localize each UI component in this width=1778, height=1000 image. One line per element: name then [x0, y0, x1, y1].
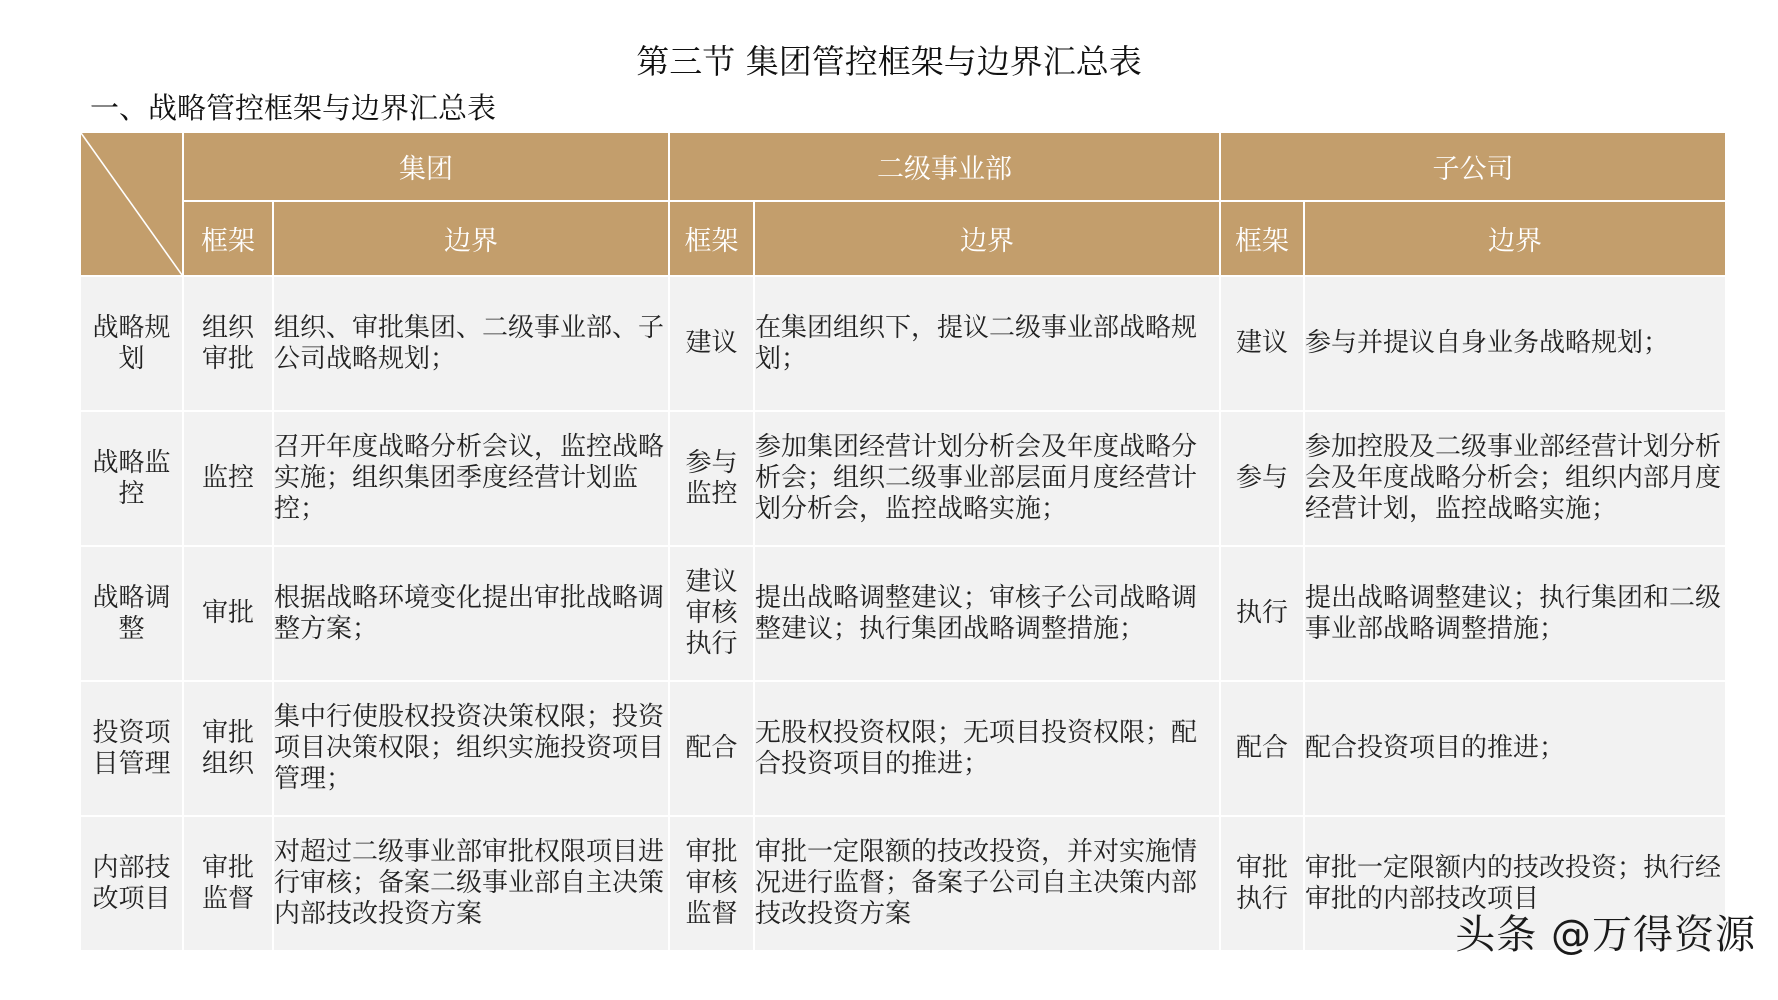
governance-summary-table	[79, 131, 1727, 952]
subsidiary-boundary-cell: 参与并提议自身业务战略规划；	[1304, 276, 1726, 411]
group-framework-cell: 审批 组织	[183, 681, 273, 816]
table-row	[80, 411, 1726, 546]
table-row	[80, 681, 1726, 816]
division-framework-cell: 建议	[669, 276, 754, 411]
group-boundary-cell: 根据战略环境变化提出审批战略调整方案；	[273, 546, 669, 681]
group-boundary-cell: 召开年度战略分析会议，监控战略实施；组织集团季度经营计划监控；	[273, 411, 669, 546]
subsidiary-boundary-cell: 审批一定限额内的技改投资；执行经审批的内部技改项目	[1304, 816, 1726, 951]
division-boundary-cell: 在集团组织下，提议二级事业部战略规划；	[754, 276, 1220, 411]
row-label: 投资项 目管理	[80, 681, 183, 816]
group-boundary-cell: 集中行使股权投资决策权限；投资项目决策权限；组织实施投资项目管理；	[273, 681, 669, 816]
header-row-sub	[80, 201, 1726, 276]
header-framework: 框架	[183, 201, 273, 276]
group-boundary-cell: 对超过二级事业部审批权限项目进行审核；备案二级事业部自主决策内部技改投资方案	[273, 816, 669, 951]
header-boundary: 边界	[754, 201, 1220, 276]
header-framework: 框架	[1220, 201, 1304, 276]
header-boundary: 边界	[273, 201, 669, 276]
header-group: 集团	[183, 132, 669, 201]
group-boundary-cell: 组织、审批集团、二级事业部、子公司战略规划；	[273, 276, 669, 411]
division-boundary-cell: 提出战略调整建议；审核子公司战略调整建议；执行集团战略调整措施；	[754, 546, 1220, 681]
group-framework-cell: 监控	[183, 411, 273, 546]
diagonal-divider-icon	[81, 133, 182, 275]
subsidiary-framework-cell: 配合	[1220, 681, 1304, 816]
header-row-groups	[80, 132, 1726, 201]
subsidiary-boundary-cell: 配合投资项目的推进；	[1304, 681, 1726, 816]
page-title: 第三节 集团管控框架与边界汇总表	[636, 42, 1142, 81]
group-framework-cell: 组织 审批	[183, 276, 273, 411]
table-row	[80, 276, 1726, 411]
row-label: 战略监 控	[80, 411, 183, 546]
division-framework-cell: 建议 审核 执行	[669, 546, 754, 681]
row-label: 内部技 改项目	[80, 816, 183, 951]
row-label: 战略规 划	[80, 276, 183, 411]
header-framework: 框架	[669, 201, 754, 276]
division-framework-cell: 配合	[669, 681, 754, 816]
subsidiary-framework-cell: 审批 执行	[1220, 816, 1304, 951]
division-framework-cell: 参与 监控	[669, 411, 754, 546]
subsidiary-boundary-cell: 提出战略调整建议；执行集团和二级事业部战略调整措施；	[1304, 546, 1726, 681]
corner-cell	[80, 132, 183, 276]
table-row	[80, 546, 1726, 681]
subsidiary-framework-cell: 执行	[1220, 546, 1304, 681]
header-division: 二级事业部	[669, 132, 1220, 201]
division-boundary-cell: 审批一定限额的技改投资，并对实施情况进行监督；备案子公司自主决策内部技改投资方案	[754, 816, 1220, 951]
subsidiary-boundary-cell: 参加控股及二级事业部经营计划分析会及年度战略分析会；组织内部月度经营计划，监控战略实施；	[1304, 411, 1726, 546]
division-boundary-cell: 参加集团经营计划分析会及年度战略分析会；组织二级事业部层面月度经营计划分析会，监控战略实施；	[754, 411, 1220, 546]
subsidiary-framework-cell: 建议	[1220, 276, 1304, 411]
group-framework-cell: 审批 监督	[183, 816, 273, 951]
header-boundary: 边界	[1304, 201, 1726, 276]
group-framework-cell: 审批	[183, 546, 273, 681]
row-label: 战略调 整	[80, 546, 183, 681]
subsidiary-framework-cell: 参与	[1220, 411, 1304, 546]
division-boundary-cell: 无股权投资权限；无项目投资权限；配合投资项目的推进；	[754, 681, 1220, 816]
header-subsidiary: 子公司	[1220, 132, 1726, 201]
watermark: 头条 @万得资源	[1455, 912, 1756, 958]
section-title: 一、战略管控框架与边界汇总表	[90, 91, 497, 125]
division-framework-cell: 审批 审核 监督	[669, 816, 754, 951]
